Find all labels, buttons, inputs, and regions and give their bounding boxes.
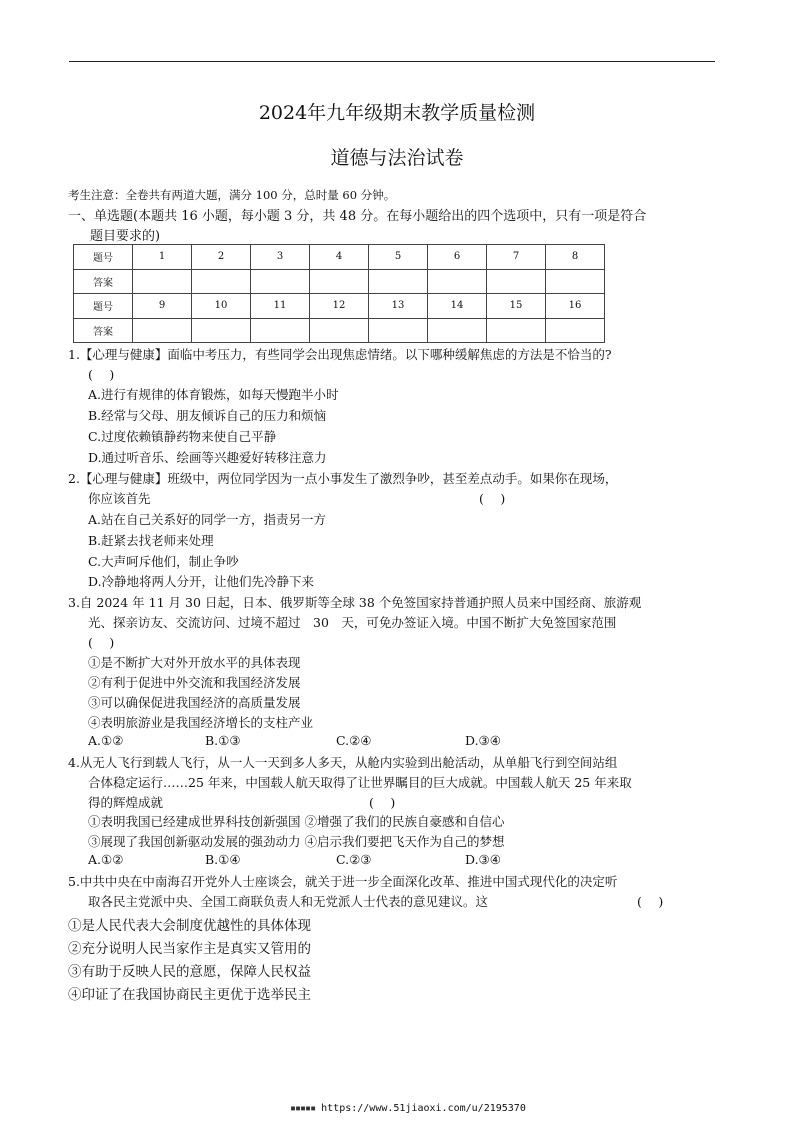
answer-cell[interactable] (133, 318, 192, 343)
answer-cell[interactable] (428, 269, 487, 294)
answer-cell[interactable] (192, 269, 251, 294)
header-rule (69, 61, 715, 62)
question-5-answer-paren: ( ) (637, 894, 664, 909)
answer-cell[interactable] (310, 318, 369, 343)
question-5-statement-2: ②充分说明人民当家作主是真实又管用的 (68, 941, 311, 957)
question-3-stem: 3.自 2024 年 11 月 30 日起，日本、俄罗斯等全球 38 个免签国家持普通护照人员来中国经商、旅游观 (68, 595, 642, 610)
answer-cell[interactable] (428, 318, 487, 343)
question-5-stem: 5.中共中央在中南海召开党外人士座谈会，就关于进一步全面深化改革、推进中国式现代化的决定听 (68, 874, 618, 889)
question-1-option-d: D.通过听音乐、绘画等兴趣爱好转移注意力 (88, 450, 327, 465)
question-number: 5 (369, 245, 428, 270)
answer-cell[interactable] (546, 269, 605, 294)
question-3-answer-paren: ( ) (88, 635, 115, 650)
exam-subtitle: 道德与法治试卷 (330, 147, 464, 169)
question-number: 6 (428, 245, 487, 270)
answer-table (73, 244, 605, 343)
question-2-option-d: D.冷静地将两人分开，让他们先冷静下来 (88, 574, 315, 589)
question-4-answer-paren: ( ) (369, 795, 396, 810)
question-3-statement-4: ④表明旅游业是我国经济增长的支柱产业 (88, 715, 314, 730)
footer-url-link[interactable]: https://www.51jiaoxi.com/u/2195370 (321, 1103, 526, 1114)
question-2-option-b: B.赶紧去找老师来处理 (88, 533, 214, 548)
question-5-stem-cont: 取各民主党派中央、全国工商联负责人和无党派人士代表的意见建议。这 (88, 894, 489, 909)
question-5-statement-1: ①是人民代表大会制度优越性的具体体现 (68, 918, 311, 934)
answer-cell[interactable] (133, 269, 192, 294)
footer (290, 1103, 526, 1114)
question-number: 9 (133, 294, 192, 319)
question-4-stem: 4.从无人飞行到载人飞行，从一人一天到多人多天，从舱内实验到出舱活动，从单船飞行到空间站组 (68, 755, 618, 770)
question-3-option-a: A.①② (88, 733, 124, 748)
question-3-stem-cont: 光、探亲访友、交流访问、过境不超过 30 天，可免办签证入境。中国不断扩大免签国家范围 (88, 615, 617, 630)
question-4-option-c: C.②③ (336, 852, 372, 867)
answer-cell[interactable] (487, 318, 546, 343)
question-number: 10 (192, 294, 251, 319)
question-1-option-c: C.过度依赖镇静药物来使自己平静 (88, 429, 277, 444)
exam-title: 2024年九年级期末教学质量检测 (258, 102, 536, 124)
question-3-option-c: C.②④ (336, 733, 372, 748)
question-4-option-b: B.①④ (205, 852, 241, 867)
question-number: 16 (546, 294, 605, 319)
question-5-statement-3: ③有助于反映人民的意愿，保障人民权益 (68, 964, 311, 980)
question-2-stem-cont: 你应该首先 (88, 491, 151, 506)
question-2-answer-paren: ( ) (479, 491, 506, 506)
question-number: 14 (428, 294, 487, 319)
question-number: 7 (487, 245, 546, 270)
question-4-option-d: D.③④ (465, 852, 501, 867)
row-label: 答案 (74, 269, 133, 294)
question-1-option-b: B.经常与父母、朋友倾诉自己的压力和烦恼 (88, 408, 327, 423)
footer-watermark-dots: ▪▪▪▪▪ (290, 1103, 316, 1114)
question-1-stem: 1.【心理与健康】面临中考压力，有些同学会出现焦虑情绪。以下哪种缓解焦虑的方法是不恰当的? (68, 347, 612, 362)
question-1-option-a: A.进行有规律的体育锻炼，如每天慢跑半小时 (88, 387, 339, 402)
question-number: 1 (133, 245, 192, 270)
answer-cell[interactable] (369, 269, 428, 294)
question-number: 12 (310, 294, 369, 319)
answer-cell[interactable] (487, 269, 546, 294)
table-row (74, 245, 605, 270)
answer-cell[interactable] (192, 318, 251, 343)
question-4-statements-1-2: ①表明我国已经建成世界科技创新强国 ②增强了我们的民族自豪感和自信心 (88, 814, 505, 829)
question-3-statement-2: ②有利于促进中外交流和我国经济发展 (88, 675, 301, 690)
section-heading-cont: 题目要求的) (90, 229, 161, 244)
question-1-answer-paren: ( ) (88, 367, 115, 382)
question-4-stem-cont: 合体稳定运行……25 年来，中国载人航天取得了让世界瞩目的巨大成就。中国载人航天 25 年来取 (88, 775, 632, 790)
question-3-option-b: B.①③ (205, 733, 241, 748)
row-label: 题号 (74, 245, 133, 270)
answer-cell[interactable] (251, 318, 310, 343)
answer-cell[interactable] (369, 318, 428, 343)
question-3-statement-3: ③可以确保促进我国经济的高质量发展 (88, 695, 301, 710)
question-4-option-a: A.①② (88, 852, 124, 867)
question-number: 3 (251, 245, 310, 270)
exam-notice: 考生注意：全卷共有两道大题，满分 100 分，总时量 60 分钟。 (68, 188, 396, 202)
question-2-option-a: A.站在自己关系好的同学一方，指责另一方 (88, 512, 327, 527)
section-heading: 一、单选题(本题共 16 小题，每小题 3 分，共 48 分。在每小题给出的四个选项中，只有一项是符合 (68, 209, 647, 224)
question-number: 8 (546, 245, 605, 270)
answer-cell[interactable] (251, 269, 310, 294)
question-2-stem: 2.【心理与健康】班级中，两位同学因为一点小事发生了激烈争吵，甚至差点动手。如果你在现场， (68, 471, 618, 486)
question-number: 13 (369, 294, 428, 319)
table-row (74, 269, 605, 294)
question-number: 15 (487, 294, 546, 319)
row-label: 答案 (74, 318, 133, 343)
table-row (74, 294, 605, 319)
answer-cell[interactable] (310, 269, 369, 294)
row-label: 题号 (74, 294, 133, 319)
question-number: 11 (251, 294, 310, 319)
question-3-statement-1: ①是不断扩大对外开放水平的具体表现 (88, 655, 301, 670)
question-3-option-d: D.③④ (465, 733, 501, 748)
table-row (74, 318, 605, 343)
question-4-stem-cont2: 得的辉煌成就 (88, 795, 164, 810)
question-4-statements-3-4: ③展现了我国创新驱动发展的强劲动力 ④启示我们要把飞天作为自己的梦想 (88, 834, 505, 849)
question-number: 2 (192, 245, 251, 270)
question-2-option-c: C.大声呵斥他们，制止争吵 (88, 554, 239, 569)
answer-cell[interactable] (546, 318, 605, 343)
question-5-statement-4: ④印证了在我国协商民主更优于选举民主 (68, 987, 311, 1003)
question-number: 4 (310, 245, 369, 270)
